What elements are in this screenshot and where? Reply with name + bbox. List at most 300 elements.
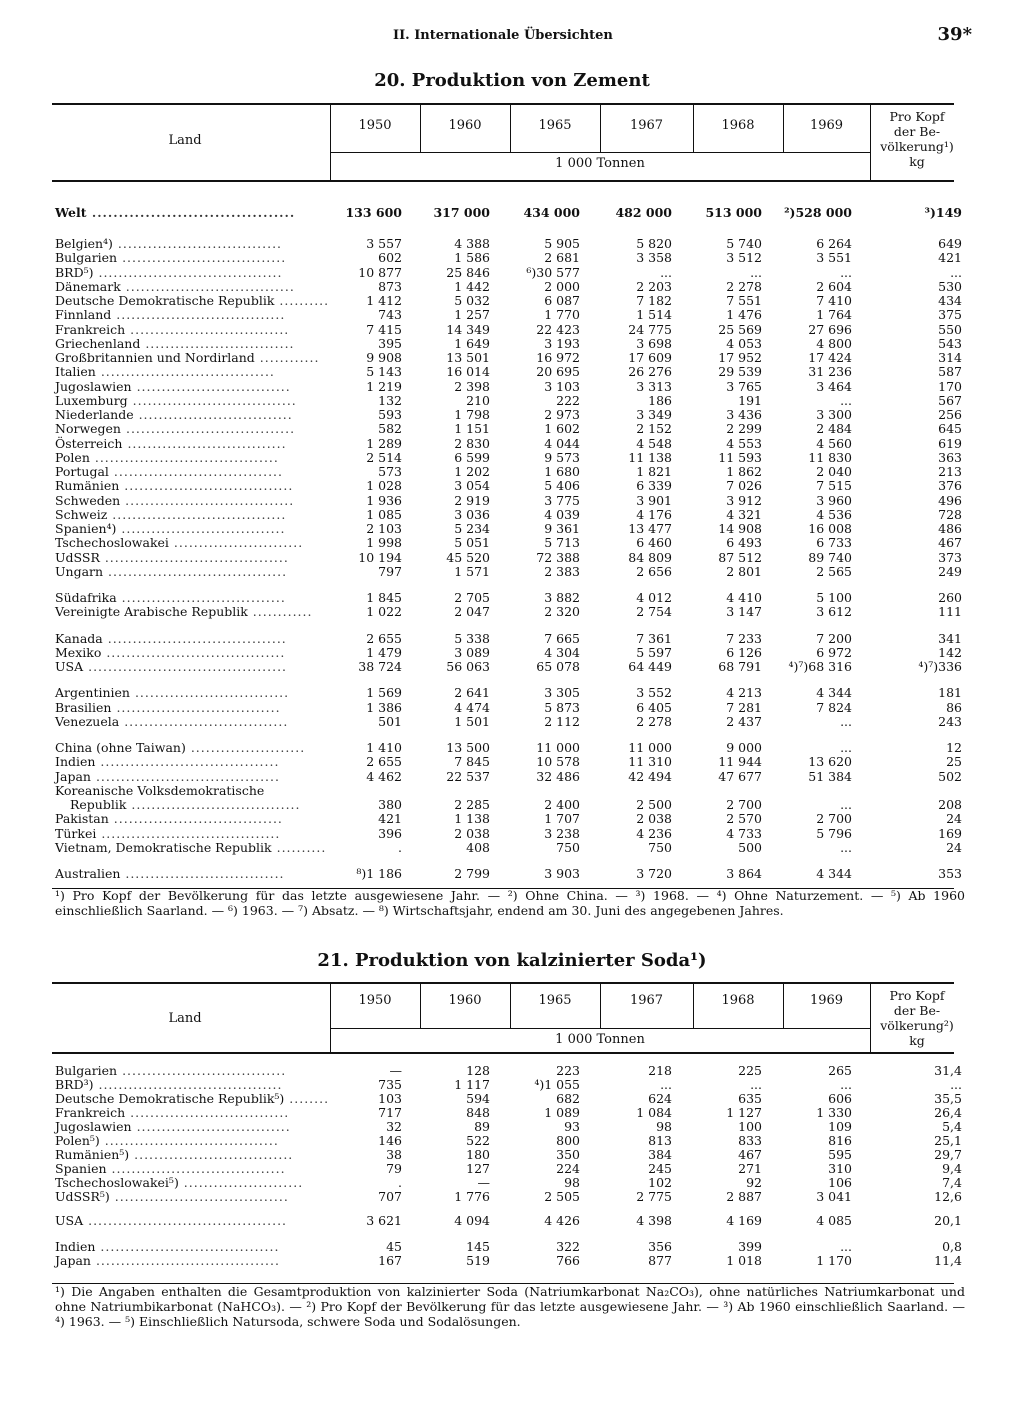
table-cell: 2 973 — [544, 407, 580, 422]
row-label — [55, 465, 320, 479]
table-cell: 2 570 — [726, 811, 762, 827]
leader-dots: ................................. — [117, 250, 287, 266]
row-label-text: Ungarn — [55, 563, 104, 579]
table-cell: 373 — [938, 549, 962, 565]
table-cell: 3 557 — [366, 236, 402, 251]
year-header: 1967 — [629, 118, 664, 133]
table-cell: 11 593 — [718, 449, 762, 465]
year-header: 1965 — [538, 118, 572, 133]
table-cell: 2 203 — [636, 278, 672, 294]
table-cell: 649 — [938, 236, 962, 251]
table-cell: 3 864 — [726, 866, 762, 881]
row-label-text: Frankreich — [55, 321, 126, 337]
table-cell: 2 505 — [544, 1189, 580, 1204]
row-label — [70, 798, 335, 812]
table-cell: 29,7 — [934, 1147, 962, 1162]
table-cell: 486 — [938, 521, 962, 536]
table-cell: 5 051 — [454, 535, 490, 551]
table-cell: 12,6 — [934, 1189, 962, 1204]
leader-dots: ................................... — [107, 506, 287, 522]
table-cell: 4 388 — [454, 236, 490, 251]
leader-dots: ............................... — [133, 407, 293, 422]
row-label-text: Luxemburg — [55, 392, 128, 408]
table-cell: 350 — [556, 1147, 580, 1162]
table-cell: 399 — [738, 1239, 762, 1254]
per-capita-header: Pro Kopf — [889, 109, 945, 124]
table-cell: ... — [840, 713, 852, 729]
table-cell: 29 539 — [718, 364, 762, 380]
table-cell: 208 — [938, 797, 962, 812]
table-cell: 800 — [556, 1133, 580, 1148]
table-cell: 3 901 — [636, 492, 672, 508]
table-cell: 22 423 — [536, 321, 580, 337]
table-cell: 1 442 — [454, 278, 490, 294]
table-cell: 79 — [386, 1161, 402, 1176]
table-cell: 20,1 — [934, 1213, 962, 1228]
table-cell: 0,8 — [942, 1239, 962, 1254]
table-cell: 20 695 — [536, 364, 580, 380]
row-label-text: Schweden — [55, 492, 121, 508]
table-cell: 728 — [938, 506, 962, 522]
table-cell: 766 — [556, 1253, 580, 1268]
table-cell: 6 405 — [636, 699, 672, 715]
leader-dots: ........................................ — [83, 1213, 288, 1228]
table-cell: 1 569 — [366, 685, 402, 701]
row-label-text: Deutsche Demokratische Republik — [55, 293, 275, 308]
row-label — [55, 494, 320, 508]
table-cell: 750 — [648, 839, 672, 855]
table-cell: 4 344 — [816, 685, 852, 701]
row-label — [55, 1106, 320, 1120]
per-capita-header: Pro Kopf — [889, 988, 945, 1003]
leader-dots: .................................. — [120, 278, 295, 294]
table-cell: 3 313 — [636, 378, 672, 394]
table-cell: 1 202 — [454, 464, 490, 479]
table-cell: 6 972 — [816, 644, 852, 660]
table-cell: 2 278 — [636, 713, 672, 729]
table-cell: 341 — [938, 630, 962, 646]
row-label-text: UdSSR — [55, 549, 100, 565]
table-cell: 3 552 — [636, 685, 672, 701]
table-cell: 132 — [378, 392, 402, 408]
row-label — [55, 237, 320, 251]
leader-dots: .................................... — [95, 1239, 280, 1254]
table-cell: 2 655 — [366, 754, 402, 770]
table-cell: 25,1 — [934, 1133, 962, 1148]
row-label — [55, 293, 330, 308]
table-cell: 421 — [378, 811, 402, 827]
table-cell: 482 000 — [615, 205, 672, 220]
footnote: ¹) Die Angaben enthalten die Gesamtproduktion von kalzinierter Soda (Natriumkarbonat Na₂CO₃), ohne natürliches Natriumkarbonat und ohne Natriumbikarbonat (NaHCO₃). — ²) Pro Kopf der Bevölkerung für das letzte ausgewiesene Jahr. — ³) Ab 1960 einschließlich Saarland. — ⁴) 1963. — ⁵) Einschließlich Natursoda, schwere Soda und Sodalösungen. — [55, 1284, 965, 1329]
table-cell: 5 905 — [544, 236, 580, 251]
table-cell: 363 — [938, 449, 962, 465]
table-cell: 9 361 — [544, 521, 580, 536]
table-cell: ⁴)1 055 — [534, 1077, 580, 1092]
row-label-text: UdSSR⁵) — [55, 1189, 110, 1204]
year-header: 1965 — [538, 993, 572, 1008]
table-cell: 4 169 — [726, 1213, 762, 1228]
table-cell: 127 — [466, 1161, 490, 1176]
row-label-text: Südafrika — [55, 590, 117, 605]
table-cell: 6 460 — [636, 535, 672, 551]
table-cell: 813 — [648, 1133, 672, 1148]
table-cell: 16 014 — [446, 364, 490, 380]
row-label-text: Rumänien — [55, 478, 120, 494]
table-cell: 1 586 — [454, 250, 490, 266]
table-cell: 256 — [938, 407, 962, 422]
table-cell: 4 321 — [726, 506, 762, 522]
table-cell: 32 — [386, 1119, 402, 1134]
table-cell: 180 — [466, 1147, 490, 1162]
table-cell: 1 412 — [366, 293, 402, 308]
table-cell: ... — [840, 1239, 852, 1254]
per-capita-header: kg — [909, 1033, 925, 1048]
table-cell: 4 733 — [726, 825, 762, 841]
row-label-text: Österreich — [55, 435, 123, 451]
table-cell: 434 — [938, 293, 962, 308]
table-cell: ... — [660, 264, 672, 280]
table-cell: 6 126 — [726, 644, 762, 660]
row-label — [55, 839, 327, 855]
leader-dots: ............ — [254, 350, 320, 365]
row-label — [55, 1176, 320, 1190]
table-cell: 4 548 — [636, 435, 672, 451]
footnote: ¹) Pro Kopf der Bevölkerung für das letzte ausgewiesene Jahr. — ²) Ohne China. — ³) 1968. — ⁴) Ohne Naturzement. — ⁵) Ab 1960 einschließlich Saarland. — ⁶) 1963. — ⁷) Absatz. — ⁸) Wirtschaftsjahr, endend am 30. Juni des angegebenen Jahres. — [55, 888, 965, 918]
table-cell: 42 494 — [628, 768, 672, 784]
leader-dots: .................................... — [96, 825, 281, 841]
table-cell: 45 520 — [446, 549, 490, 565]
table-cell: 11 000 — [536, 740, 580, 755]
row-label — [55, 1134, 320, 1148]
row-label — [55, 867, 320, 881]
table-cell: 17 609 — [628, 350, 672, 365]
row-label — [55, 1078, 320, 1092]
table-cell: 1 936 — [366, 492, 402, 508]
row-label — [55, 632, 320, 646]
table-cell: 5,4 — [942, 1119, 962, 1134]
table-cell: 645 — [938, 421, 962, 437]
table-cell: 1 138 — [454, 811, 490, 827]
row-label — [55, 337, 320, 351]
table-cell: 89 — [474, 1119, 490, 1134]
leader-dots: ................................ — [129, 1147, 294, 1162]
table-cell: 1 770 — [544, 307, 580, 323]
leader-dots: ..................................... — [90, 1253, 280, 1268]
row-label-text: Koreanische Volksdemokratische — [55, 782, 265, 798]
table-cell: 848 — [466, 1105, 490, 1120]
table-cell: 602 — [378, 250, 402, 266]
table-cell: 9,4 — [942, 1161, 962, 1176]
table-cell: 2 830 — [454, 435, 490, 451]
table-cell: 102 — [648, 1175, 672, 1190]
land-header: Land — [168, 133, 202, 148]
page-header — [0, 24, 1024, 50]
table-cell: 3 147 — [726, 604, 762, 620]
table-cell: ²)528 000 — [784, 205, 852, 220]
row-label — [55, 701, 320, 715]
table-cell: 2 103 — [366, 521, 402, 536]
row-label — [55, 551, 320, 565]
table-cell: ... — [950, 1077, 962, 1092]
table-cell: 522 — [466, 1133, 490, 1148]
leader-dots: .................................. — [121, 421, 296, 437]
row-label — [55, 437, 320, 451]
table-cell: 10 194 — [358, 549, 402, 565]
table-cell: 4 176 — [636, 506, 672, 522]
table-cell: 16 972 — [536, 350, 580, 365]
table-cell: 2 500 — [636, 797, 672, 812]
row-label — [55, 479, 320, 493]
table-cell: 310 — [828, 1161, 852, 1176]
table-cell: 1 476 — [726, 307, 762, 323]
year-header: 1969 — [809, 118, 844, 133]
table-cell: ... — [840, 839, 852, 855]
table-cell: 4 410 — [726, 590, 762, 605]
table-cell: 717 — [378, 1105, 402, 1120]
table-cell: 1 018 — [726, 1253, 762, 1268]
table-cell: 3 103 — [544, 378, 580, 394]
table-cell: 3 305 — [544, 685, 580, 701]
table-cell: 2 700 — [816, 811, 852, 827]
table-cell: 38 724 — [358, 659, 402, 674]
table-cell: ... — [950, 264, 962, 280]
table-cell: 11 000 — [628, 740, 672, 755]
row-label-text: Japan — [55, 1253, 91, 1268]
table-cell: ... — [840, 740, 852, 755]
table-cell: ... — [750, 264, 762, 280]
leader-dots: .................................... — [102, 630, 287, 646]
row-label-text: Portugal — [55, 464, 109, 479]
table-cell: 7 410 — [816, 293, 852, 308]
table-cell: 2 040 — [816, 464, 852, 479]
row-label-text: Norwegen — [55, 421, 121, 437]
row-label-text: Rumänien⁵) — [55, 1147, 130, 1162]
table-cell: 65 078 — [536, 659, 580, 674]
table-cell: 31,4 — [934, 1063, 962, 1078]
table-cell: 5 032 — [454, 293, 490, 308]
table-cell: 833 — [738, 1133, 762, 1148]
table-cell: 12 — [946, 740, 962, 755]
table-cell: 573 — [378, 464, 402, 479]
land-header: Land — [168, 1011, 202, 1026]
table-cell: 4 474 — [454, 699, 490, 715]
table-cell: 11 944 — [718, 754, 762, 770]
row-label — [55, 308, 320, 322]
table-cell: 7 845 — [454, 754, 490, 770]
table-cell: 4 012 — [636, 590, 672, 605]
leader-dots: .................................... — [103, 563, 288, 579]
table-cell: 191 — [738, 392, 762, 408]
table-cell: 4 044 — [544, 435, 580, 451]
table-cell: 5 740 — [726, 236, 762, 251]
year-header: 1950 — [358, 993, 392, 1008]
table-cell: 707 — [378, 1189, 402, 1204]
table-cell: 1 330 — [816, 1105, 852, 1120]
table-cell: 593 — [378, 407, 402, 422]
leader-dots: ............................... — [129, 685, 290, 701]
row-label — [55, 323, 320, 337]
table-cell: 5 338 — [454, 630, 490, 646]
table-cell: 1 089 — [544, 1105, 580, 1120]
table-cell: 797 — [378, 563, 402, 579]
table-cell: 1 571 — [454, 563, 490, 579]
row-label-text: BRD³) — [55, 1077, 94, 1092]
table-cell: 169 — [938, 825, 962, 841]
leader-dots: ........ — [284, 1091, 330, 1106]
table-cell: 380 — [378, 797, 402, 812]
table-cell: 1 862 — [726, 464, 762, 479]
table-cell: 145 — [466, 1239, 490, 1254]
table-cell: 2 514 — [366, 449, 402, 465]
table-cell: 2 604 — [816, 278, 852, 294]
table-cell: 7 281 — [726, 699, 762, 715]
table-cell: 1 219 — [366, 378, 402, 394]
table-cell: 133 600 — [345, 205, 402, 220]
table-cell: 395 — [378, 335, 402, 351]
table-cell: 877 — [648, 1253, 672, 1268]
table-cell: ⁸)1 186 — [356, 866, 402, 881]
table-cell: 10 578 — [536, 754, 580, 770]
table-cell: 249 — [938, 563, 962, 579]
table-cell: 7,4 — [942, 1175, 962, 1190]
table-cell: 142 — [938, 644, 962, 660]
leader-dots: ................................. — [117, 1063, 287, 1078]
row-label — [55, 605, 320, 619]
table-cell: 35,5 — [934, 1091, 962, 1106]
table-cell: 750 — [556, 839, 580, 855]
table-cell: 3 089 — [454, 644, 490, 660]
table-cell: 619 — [938, 435, 962, 451]
leader-dots: .................................. — [108, 811, 283, 827]
row-label-text: Polen⁵) — [55, 1133, 100, 1148]
row-label-text: Republik — [70, 797, 127, 812]
year-header: 1950 — [358, 118, 392, 133]
year-header: 1960 — [448, 118, 482, 133]
table-cell: 496 — [938, 492, 962, 508]
table-cell: 24 — [946, 811, 962, 827]
table-cell: 6 264 — [816, 236, 852, 251]
row-label-text: Polen — [55, 449, 90, 465]
table-cell: 7 233 — [726, 630, 762, 646]
table-cell: 743 — [378, 307, 402, 323]
table-cell: 5 820 — [636, 236, 672, 251]
table-cell: 434 000 — [523, 205, 580, 220]
row-label-text: Japan — [55, 768, 91, 784]
table-cell: 2 655 — [366, 630, 402, 646]
table-cell: 11 310 — [628, 754, 672, 770]
table-cell: 38 — [386, 1147, 402, 1162]
table-cell: 25 846 — [446, 264, 490, 280]
row-label — [55, 408, 320, 422]
table-cell: 14 349 — [446, 321, 490, 337]
table-cell: 1 845 — [366, 590, 402, 605]
row-label-text: Mexiko — [55, 644, 102, 660]
table-cell: 9 573 — [544, 449, 580, 465]
table-cell: ... — [840, 797, 852, 812]
row-label-text: Argentinien — [55, 685, 130, 701]
table-cell: 7 515 — [816, 478, 852, 494]
row-label-text: Pakistan — [55, 811, 109, 827]
row-label — [55, 755, 320, 769]
table-cell: 1 127 — [726, 1105, 762, 1120]
table-cell: 500 — [738, 839, 762, 855]
table-cell: 2 299 — [726, 421, 762, 437]
table-cell: 4 398 — [636, 1213, 672, 1228]
table-cell: 4 094 — [454, 1213, 490, 1228]
table-cell: 3 765 — [726, 378, 762, 394]
table-cell: 51 384 — [808, 768, 852, 784]
row-label-text: Brasilien — [55, 699, 112, 715]
leader-dots: ............ — [247, 604, 313, 620]
table-cell: 567 — [938, 392, 962, 408]
table-cell: 3 238 — [544, 825, 580, 841]
table-cell: 3 041 — [816, 1189, 852, 1204]
table-cell: 4 553 — [726, 435, 762, 451]
leader-dots: ..................................... — [99, 549, 289, 565]
table-cell: 2 112 — [544, 713, 580, 729]
table-cell: 3 698 — [636, 335, 672, 351]
table-cell: 4 085 — [816, 1213, 852, 1228]
top-rule — [52, 982, 954, 984]
row-label — [55, 686, 320, 700]
table-cell: 4 344 — [816, 866, 852, 881]
table-cell: 2 700 — [726, 797, 762, 812]
table-cell: 47 677 — [718, 768, 762, 784]
row-label-text: Dänemark — [55, 278, 121, 294]
table-cell: 1 798 — [454, 407, 490, 422]
row-label-text: BRD⁵) — [55, 264, 94, 280]
unit-rule — [330, 1028, 870, 1029]
table-cell: 3 612 — [816, 604, 852, 620]
table-cell: 26 276 — [628, 364, 672, 380]
leader-dots: ..................................... — [89, 449, 279, 465]
table-cell: 816 — [828, 1133, 852, 1148]
table-cell: 408 — [466, 839, 490, 855]
table-cell: 210 — [466, 392, 490, 408]
table-cell: 376 — [938, 478, 962, 494]
table-cell: 3 903 — [544, 866, 580, 881]
table-cell: 3 512 — [726, 250, 762, 266]
table-cell: 502 — [938, 768, 962, 784]
table-cell: ... — [750, 1077, 762, 1092]
table-cell: 17 424 — [808, 350, 852, 365]
table-cell: 98 — [564, 1175, 580, 1190]
table-cell: 2 437 — [726, 713, 762, 729]
table-cell: 103 — [378, 1091, 402, 1106]
row-label-text: Indien — [55, 754, 96, 770]
row-label-text: Bulgarien — [55, 250, 118, 266]
table-cell: 271 — [738, 1161, 762, 1176]
row-label — [55, 266, 320, 280]
table-cell: 6 087 — [544, 293, 580, 308]
table-cell: 1 602 — [544, 421, 580, 437]
table-cell: 3 054 — [454, 478, 490, 494]
row-label-text: Frankreich — [55, 1105, 126, 1120]
table-cell: 16 008 — [808, 521, 852, 536]
table-cell: 1 649 — [454, 335, 490, 351]
table-cell: 3 358 — [636, 250, 672, 266]
table-cell: 7 824 — [816, 699, 852, 715]
table-cell: 5 873 — [544, 699, 580, 715]
per-capita-header: der Be- — [893, 124, 941, 139]
table-cell: 6 733 — [816, 535, 852, 551]
row-label-text: Welt — [55, 205, 87, 220]
unit-header: 1 000 Tonnen — [555, 156, 645, 171]
table-cell: 3 912 — [726, 492, 762, 508]
leader-dots: ........................ — [178, 1175, 304, 1190]
table-cell: 682 — [556, 1091, 580, 1106]
leader-dots: ............................... — [131, 1119, 291, 1134]
